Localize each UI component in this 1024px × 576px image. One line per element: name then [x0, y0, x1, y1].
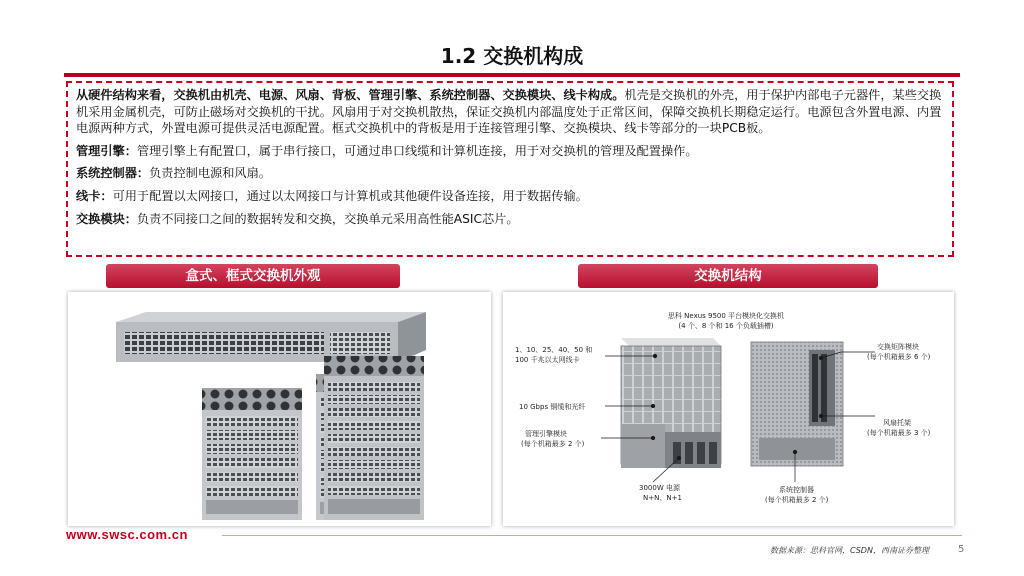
item-line-card: [76, 188, 946, 205]
intro-paragraph: [76, 87, 946, 137]
nexus-9500-diagram: [503, 292, 954, 526]
label-fabric-line1: 交换矩阵模块: [877, 343, 919, 351]
item-term: 管理引擎：: [76, 143, 137, 158]
label-fan-line2: (每个机箱最多 3 个): [867, 429, 931, 437]
item-desc: 可用于配置以太网接口，通过以太网接口与计算机或其他硬件设备连接，用于数据传输。: [112, 188, 588, 203]
intro-bold-text: 从硬件结构来看，交换机由机壳、电源、风扇、背板、管理引擎、系统控制器、交换模块、线卡构成。: [76, 88, 625, 102]
switch-photos-illustration: [68, 292, 491, 526]
label-power-line2: N+N、N+1: [643, 494, 682, 502]
item-switch-module: [76, 211, 946, 228]
label-fan-line1: 风扇托架: [883, 419, 911, 427]
label-syscontroller-line1: 系统控制器: [779, 486, 814, 494]
chassis-switch-large-photo: [324, 356, 424, 520]
label-supervisor-line2: (每个机箱最多 2 个): [521, 440, 585, 448]
page-number: 5: [958, 544, 965, 555]
item-desc: 管理引擎上有配置口，属于串行接口，可通过串口线缆和计算机连接，用于对交换机的管理及配置操作。: [136, 143, 698, 158]
chassis-switch-small-photo: [202, 388, 302, 520]
item-desc: 负责不同接口之间的数据转发和交换，交换单元采用高性能ASIC芯片。: [136, 211, 519, 226]
diagram-title-line2: (4 个、8 个和 16 个负载插槽): [678, 322, 774, 330]
box-switch-photo: [116, 312, 426, 362]
footer-divider: [222, 535, 962, 536]
slide-title: 1.2 交换机构成: [440, 44, 584, 68]
switch-appearance-panel: [68, 292, 491, 526]
item-term: 交换模块：: [76, 211, 137, 226]
chassis-front-view: [621, 338, 721, 468]
website-url: www.swsc.com.cn: [66, 527, 188, 542]
hardware-description-box: [66, 81, 954, 257]
title-divider: [64, 73, 960, 77]
item-system-controller: [76, 165, 946, 182]
data-source-note: 数据来源：思科官网，CSDN，西南证券整理: [770, 546, 929, 555]
label-fabric-line2: (每个机箱最多 6 个): [867, 353, 931, 361]
item-management-engine: [76, 143, 946, 160]
label-copper: 10 Gbps 铜缆和光纤: [519, 403, 586, 411]
label-ethernet-line2: 100 千兆以太网线卡: [515, 356, 580, 364]
section-label-appearance: 盒式、框式交换机外观: [106, 264, 400, 288]
item-term: 系统控制器：: [76, 166, 150, 181]
intro-body-text: 机壳是交换机的外壳，用于保护内部电子元器件，某些交换机采用金属机壳，可防止磁场对交换机的干扰。风扇用于对交换机散热，保证交换机内部温度处于正常区间，保障交换机长期稳定运行。电源包含外置电源、内置电源两种方式，外置电源可提供灵活电源配置。框式交换机中的背板是用于连接管理引擎、交换模块、线卡等部分的一块PCB板。: [76, 88, 942, 136]
item-term: 线卡：: [76, 188, 113, 203]
chassis-rear-view: [751, 342, 843, 466]
switch-structure-panel: [503, 292, 954, 526]
label-power-line1: 3000W 电源: [639, 484, 680, 492]
label-supervisor-line1: 管理引擎模块: [525, 430, 567, 438]
diagram-title-line1: 思科 Nexus 9500 平台模块化交换机: [667, 312, 785, 320]
label-ethernet-line1: 1、10、25、40、50 和: [515, 346, 593, 354]
label-syscontroller-line2: (每个机箱最多 2 个): [765, 496, 829, 504]
section-label-structure: 交换机结构: [578, 264, 878, 288]
item-desc: 负责控制电源和风扇。: [149, 166, 271, 181]
